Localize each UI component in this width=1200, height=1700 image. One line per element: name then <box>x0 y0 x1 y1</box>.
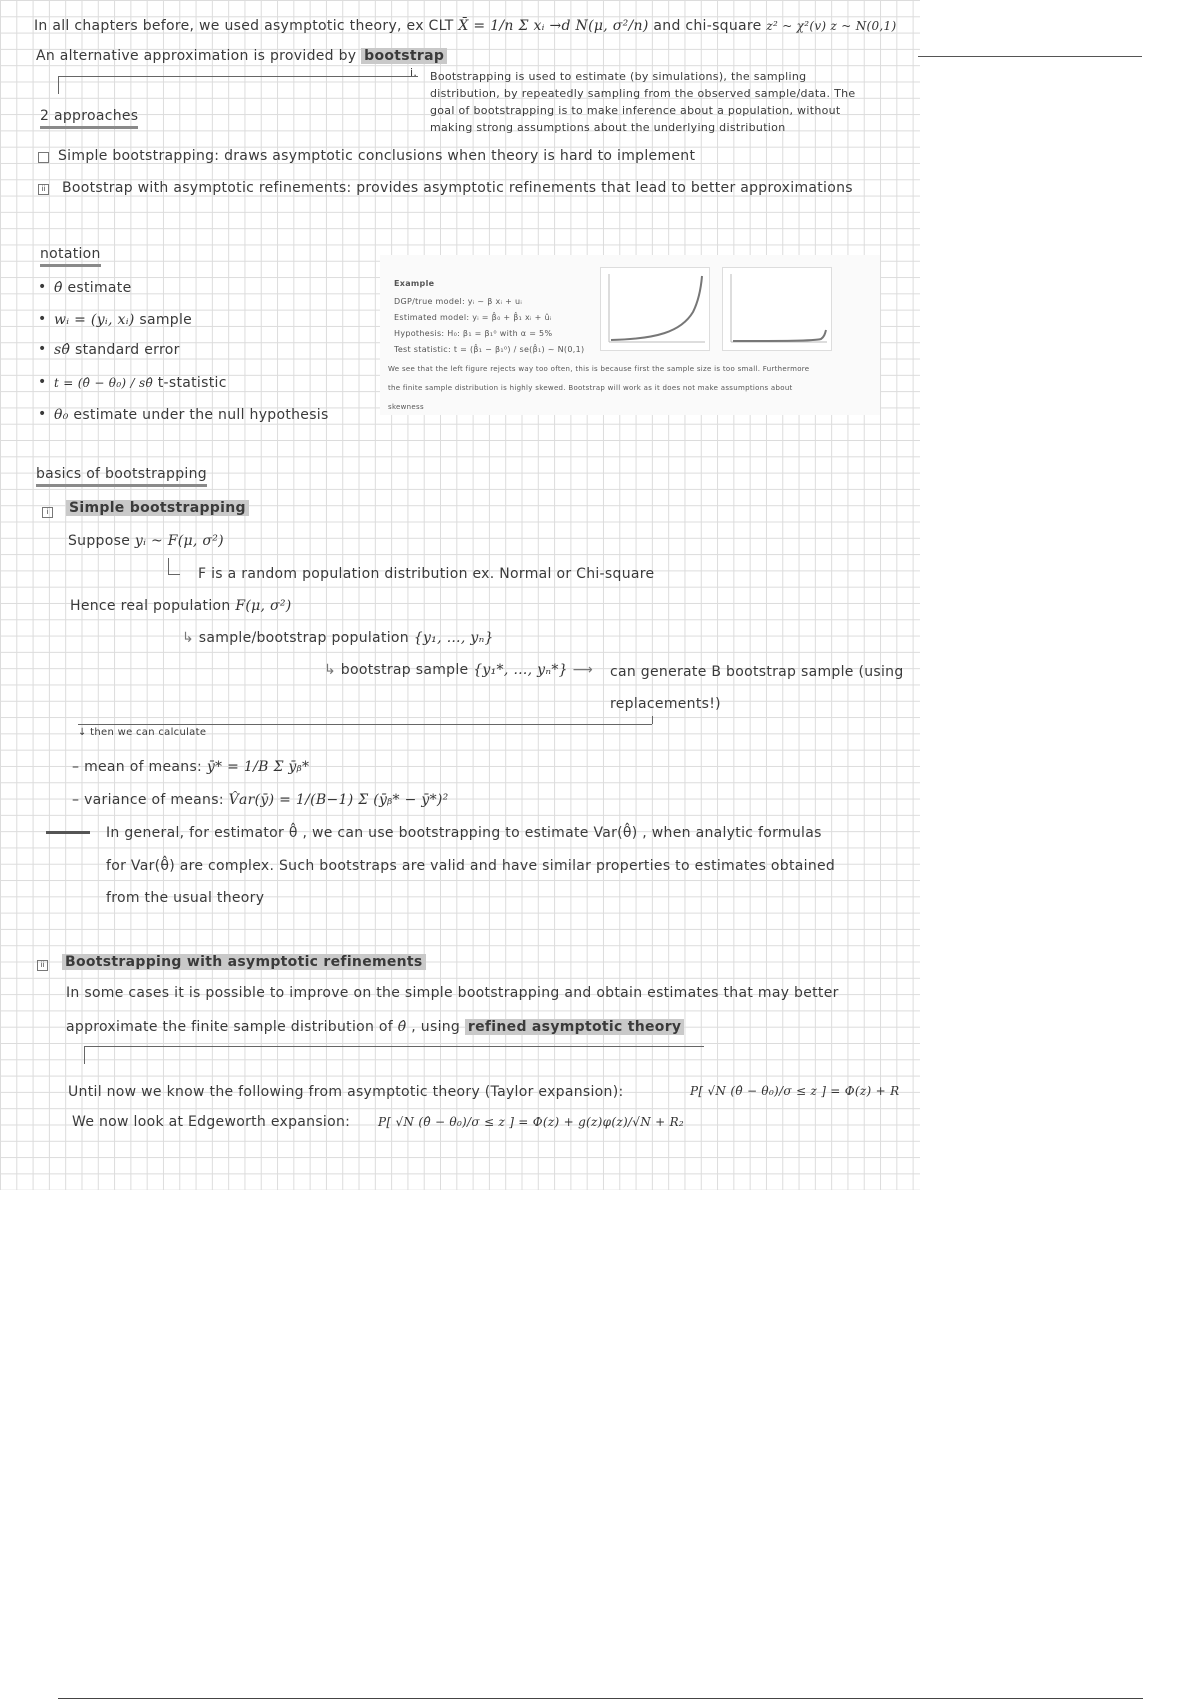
intro-tail: and chi-square <box>653 18 762 34</box>
bracket-tick <box>652 716 653 724</box>
approach-simple: Simple bootstrapping: draws asymptotic conclusions when theory is hard to implement <box>58 148 696 164</box>
refinements-mid: , using <box>411 1019 461 1035</box>
boot-sample-text: bootstrap sample <box>340 662 469 678</box>
bullet-icon: • <box>38 279 47 295</box>
bullet-icon: • <box>38 311 47 327</box>
bracket-line <box>58 76 418 77</box>
dash-icon: – <box>72 759 85 775</box>
right-figure <box>722 267 832 351</box>
notation-item <box>54 342 180 358</box>
definition-line: making strong assumptions about the underlying distribution <box>430 121 786 134</box>
example-line: DGP/true model: yᵢ ~ β xᵢ + uᵢ <box>394 297 523 306</box>
approaches-heading: 2 approaches <box>40 108 138 129</box>
example-note: the finite sample distribution is highly skewed. Bootstrap will work as it does not make assumptions about <box>388 384 793 392</box>
arrow-down-icon: ↓ <box>78 727 91 738</box>
mean-label: mean of means: <box>84 759 203 775</box>
boot-sample-formula: {y₁*, …, yₙ*} <box>473 662 568 678</box>
arrow-line-icon <box>46 831 90 834</box>
refinements-text: In some cases it is possible to improve on the simple bootstrapping and obtain estimates that may better <box>66 985 839 1001</box>
left-curve-chart <box>601 268 709 350</box>
sample-pop-text: sample/bootstrap population <box>198 630 409 646</box>
taylor-formula: P[ √N (θ̂ − θ₀)/σ ≤ z ] = Φ(z) + R <box>690 1084 900 1098</box>
example-thumbnail <box>380 255 880 415</box>
refinements-text-2 <box>66 1019 684 1035</box>
arrow-foot <box>168 574 180 575</box>
sample-pop-line <box>182 630 494 646</box>
replacements-text: replacements!) <box>610 696 721 712</box>
bracket-line <box>78 724 652 725</box>
notation-text: estimate under the null hypothesis <box>73 407 329 423</box>
notation-symbol: θ̂ <box>54 280 63 296</box>
bracket-tick <box>84 1046 85 1064</box>
general-text: In general, for estimator θ̂ , we can use bootstrapping to estimate Var(θ̂) , when analytic formulas <box>106 825 822 841</box>
dash-icon: – <box>72 792 85 808</box>
f-note: F is a random population distribution ex. Normal or Chi-square <box>198 566 655 582</box>
bootstrap-highlight: bootstrap <box>361 48 447 64</box>
suppose-text: Suppose <box>68 533 131 549</box>
variance-line <box>72 792 449 808</box>
then-calc-line <box>78 727 206 738</box>
bullet-icon: • <box>38 374 47 390</box>
chi-formula: z² ~ χ²(v) z ~ N(0,1) <box>766 19 897 33</box>
example-title: Example <box>394 279 435 288</box>
arrow-icon: ↳ <box>324 662 341 678</box>
right-curve-chart <box>723 268 831 350</box>
variance-label: variance of means: <box>84 792 224 808</box>
simple-heading: Simple bootstrapping <box>66 500 249 516</box>
definition-line: Bootstrapping is used to estimate (by simulations), the sampling <box>430 70 807 83</box>
taylor-text: Until now we know the following from asymptotic theory (Taylor expansion): <box>68 1084 624 1100</box>
arrow-right-icon: ⟶ <box>572 662 593 678</box>
clt-formula: X̄ = 1/n Σ xᵢ →d N(μ, σ²/n) <box>458 18 649 34</box>
general-text: from the usual theory <box>106 890 265 906</box>
checkbox-icon: ii <box>38 184 49 195</box>
notation-item <box>54 312 192 328</box>
definition-line: goal of bootstrapping is to make inference about a population, without <box>430 104 841 117</box>
notation-symbol: sθ̂ <box>54 342 71 358</box>
approach-refinements: Bootstrap with asymptotic refinements: provides asymptotic refinements that lead to better approximations <box>62 180 853 196</box>
notation-text: t-statistic <box>157 375 227 391</box>
edgeworth-formula: P[ √N (θ̂ − θ₀)/σ ≤ z ] = Φ(z) + g(z)φ(z)/√N + R₂ <box>378 1115 685 1129</box>
example-line: Estimated model: yᵢ = β̂₀ + β̂₁ xᵢ + ûᵢ <box>394 313 552 322</box>
notation-item <box>54 375 227 391</box>
notation-heading: notation <box>40 246 101 267</box>
bracket-tick <box>58 76 59 94</box>
arrow-stem <box>168 558 169 574</box>
refined-highlight: refined asymptotic theory <box>465 1019 684 1035</box>
notation-text: sample <box>139 312 193 328</box>
notation-item <box>54 407 329 423</box>
notation-symbol: θ₀ <box>54 407 69 423</box>
basics-heading: basics of bootstrapping <box>36 466 207 487</box>
hence-line <box>70 598 292 614</box>
boot-sample-line <box>324 662 593 678</box>
example-line: Hypothesis: H₀: β₁ = β₁⁰ with α = 5% <box>394 329 553 338</box>
hence-formula: F(μ, σ²) <box>235 598 292 614</box>
refinements-pre: approximate the finite sample distribution of <box>66 1019 394 1035</box>
sample-pop-formula: {y₁, …, yₙ} <box>413 630 494 646</box>
notation-text: estimate <box>67 280 132 296</box>
generate-text: can generate B bootstrap sample (using <box>610 664 904 680</box>
definition-line: distribution, by repeatedly sampling from the observed sample/data. The <box>430 87 856 100</box>
example-note: skewness <box>388 403 424 411</box>
suppose-line <box>68 533 224 549</box>
notation-symbol: wᵢ = (yᵢ, xᵢ) <box>54 312 135 328</box>
hence-text: Hence real population <box>70 598 231 614</box>
notation-item <box>54 280 132 296</box>
mean-formula: ȳ* = 1/B Σ ȳᵦ* <box>206 759 310 775</box>
arrow-icon: ↳ <box>182 630 199 646</box>
checkbox-icon: i <box>42 507 53 518</box>
suppose-formula: yᵢ ~ F(μ, σ²) <box>134 533 224 549</box>
mean-line <box>72 759 309 775</box>
intro-text: In all chapters before, we used asymptotic theory, ex CLT <box>34 18 454 34</box>
theta-hat: θ̂ <box>397 1019 407 1035</box>
edgeworth-text: We now look at Edgeworth expansion: <box>72 1114 351 1130</box>
intro-line-2 <box>36 48 447 64</box>
divider-line <box>918 56 1142 57</box>
bullet-icon: • <box>38 341 47 357</box>
checkbox-icon: ii <box>37 960 48 971</box>
intro-line-1 <box>34 18 896 34</box>
refinements-heading: Bootstrapping with asymptotic refinements <box>62 954 426 970</box>
notation-text: standard error <box>74 342 180 358</box>
notation-symbol: t = (θ̂ − θ₀) / sθ̂ <box>54 376 153 390</box>
checkbox-icon <box>38 152 49 163</box>
bullet-icon: • <box>38 406 47 422</box>
then-calc-text: then we can calculate <box>90 727 207 738</box>
example-note: We see that the left figure rejects way too often, this is because first the sample size is too small. Furthermore <box>388 365 810 373</box>
example-line: Test statistic: t = (β̂₁ − β₁⁰) / se(β̂₁) ~ N(0,1) <box>394 345 585 354</box>
page-bottom-rule <box>58 1698 1143 1699</box>
bracket-line <box>84 1046 704 1047</box>
intro-line-2-text: An alternative approximation is provided by <box>36 48 357 64</box>
definition-marker: i. <box>410 66 418 79</box>
left-figure <box>600 267 710 351</box>
variance-formula: V̂ar(ȳ) = 1/(B−1) Σ (ȳᵦ* − ȳ*)² <box>228 792 449 808</box>
general-text: for Var(θ̂) are complex. Such bootstraps are valid and have similar properties to estimates obtained <box>106 858 836 874</box>
